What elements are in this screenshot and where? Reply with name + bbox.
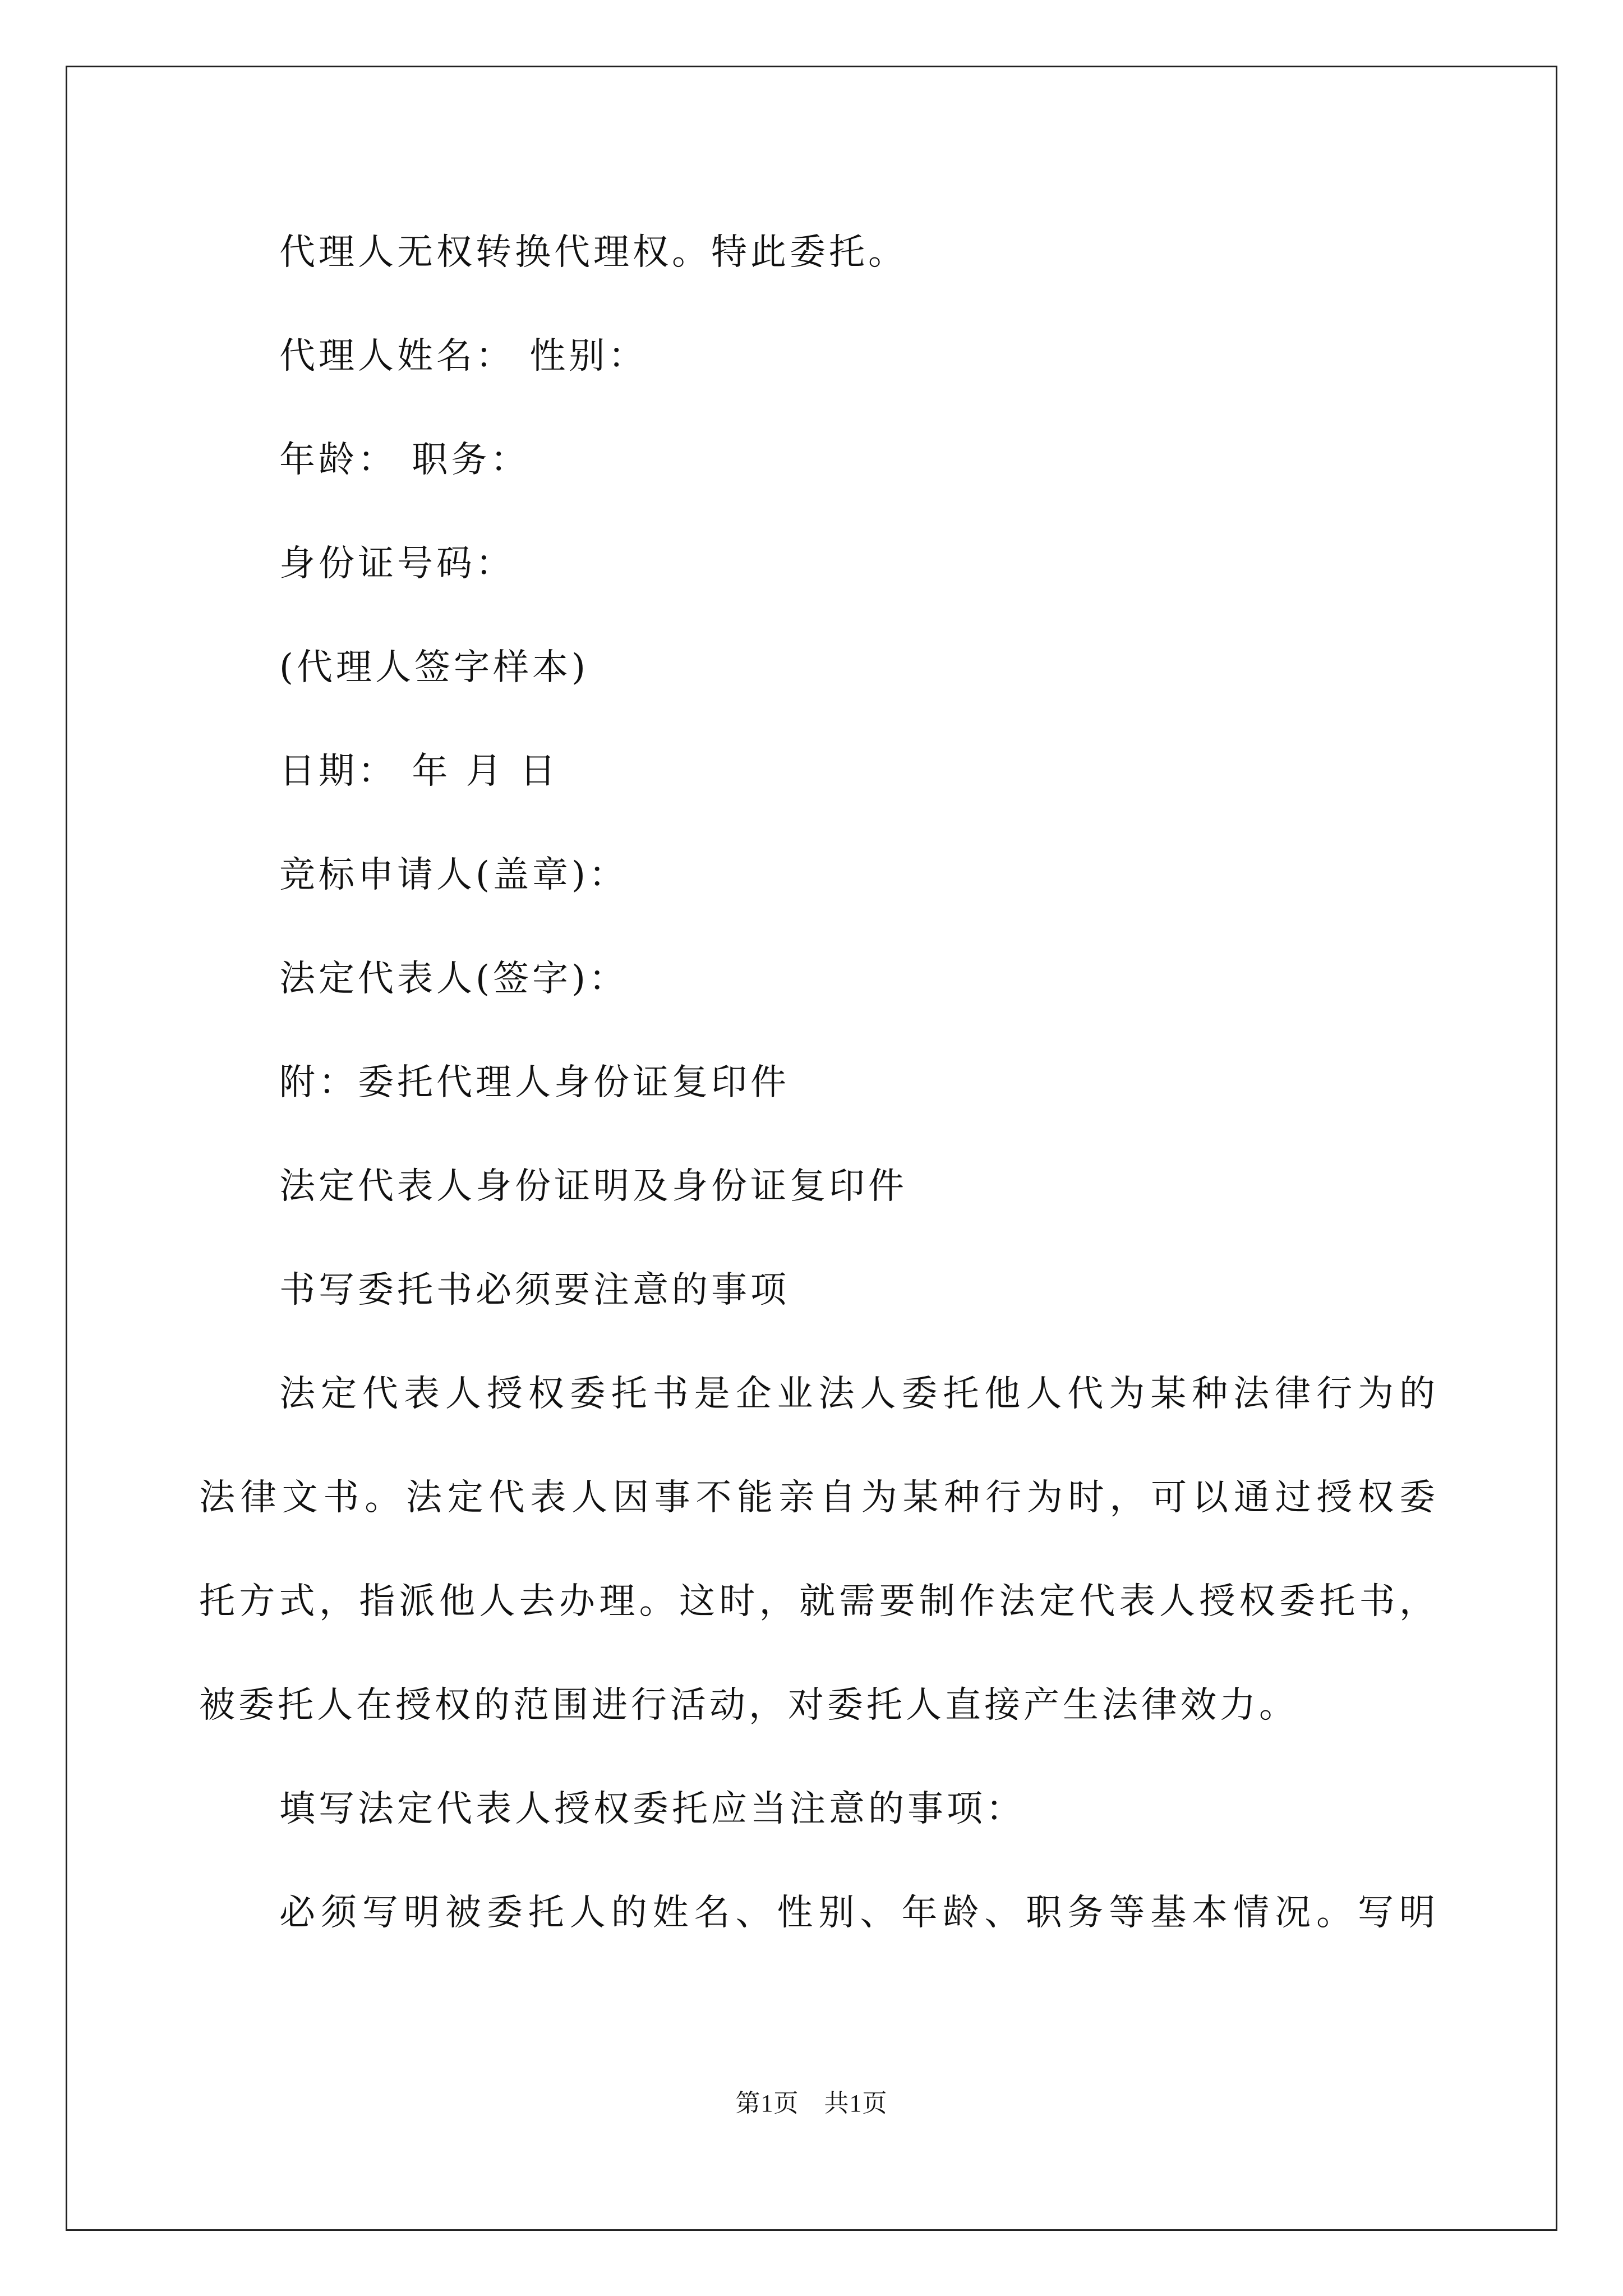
- text-line: 代理人姓名： 性别：: [279, 335, 648, 377]
- paragraph-line: 法律文书。法定代表人因事不能亲自为某种行为时，可以通过授权委: [199, 1477, 1438, 1519]
- text-line: 身份证号码：: [279, 543, 515, 585]
- text-line: 法定代表人身份证明及身份证复印件: [279, 1166, 907, 1207]
- section-heading: 书写委托书必须要注意的事项: [279, 1269, 790, 1311]
- text-line: 竞标申请人(盖章)：: [279, 854, 628, 896]
- paragraph-line: 填写法定代表人授权委托应当注意的事项：: [279, 1788, 1025, 1830]
- paragraph-line: 被委托人在授权的范围进行活动，对委托人直接产生法律效力。: [199, 1685, 1298, 1726]
- paragraph-line: 法定代表人授权委托书是企业法人委托他人代为某种法律行为的: [279, 1373, 1438, 1415]
- text-line: 代理人无权转换代理权。特此委托。: [279, 232, 907, 273]
- paragraph-line: 托方式，指派他人去办理。这时，就需要制作法定代表人授权委托书，: [199, 1581, 1438, 1622]
- page-footer: 第1页 共1页: [735, 2090, 888, 2117]
- paragraph-line: 必须写明被委托人的姓名、性别、年龄、职务等基本情况。写明: [279, 1892, 1438, 1934]
- text-line: 日期： 年 月 日: [279, 751, 560, 792]
- text-line: (代理人签字样本): [279, 647, 589, 688]
- text-line: 附：委托代理人身份证复印件: [279, 1062, 790, 1103]
- text-line: 法定代表人(签字)：: [279, 958, 628, 1000]
- text-line: 年龄： 职务：: [279, 439, 530, 481]
